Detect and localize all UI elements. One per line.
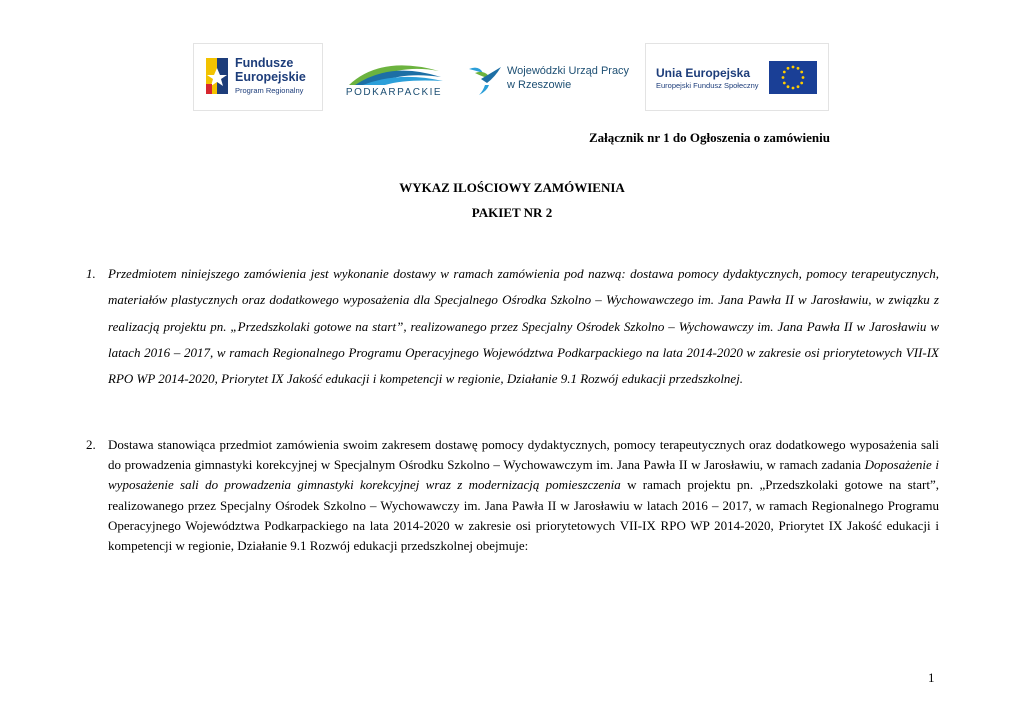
- fe-star-icon: [198, 44, 238, 112]
- list-item-2-text-b: w ramach projektu pn. „Przedszkolaki gotowe na start”, realizowanego przez Specjalny Ośrodek Szkolno – Wychowawczy im. Jana Pawła II w Jarosławiu w latach 2016 – 2017, w ramach Regionalnego Programu Operacyjnego Województwa Podkarpackiego na lata 2014-2020 w zakresie osi priorytetowych VII-IX RPO WP 2014-2020, Priorytet IX Jakość edukacji i kompetencji w regionie, Działanie 9.1 Rozwój edukacji przedszkolnej obejmuje:: [108, 477, 939, 554]
- ue-logo-text: [656, 66, 759, 91]
- wup-rzeszow-logo: [463, 43, 633, 111]
- unia-europejska-logo: [645, 43, 829, 111]
- ue-line-2: Europejski Fundusz Społeczny: [656, 81, 759, 90]
- podkarpackie-hills-icon: [341, 51, 447, 87]
- wup-bird-icon: [465, 43, 507, 111]
- wup-logo-text: [507, 64, 629, 92]
- document-subtitle: PAKIET NR 2: [471, 205, 553, 220]
- list-item-2-task-name: Doposażenie i wyposażenie sali do prowadzenia gimnastyki korekcyjnej wraz z modernizacją pomieszczenia: [108, 457, 939, 493]
- list-item-2-text: [108, 435, 939, 556]
- podkarpackie-label: PODKARPACKIE: [345, 87, 443, 98]
- annex-heading: Załącznik nr 1 do Ogłoszenia o zamówieniu: [589, 130, 830, 145]
- fe-line-3: Program Regionalny: [235, 86, 304, 95]
- list-item-1-text: Przedmiotem niniejszego zamówienia jest wykonanie dostawy w ramach zamówienia pod nazwą: dostawa pomocy dydaktycznych, pomocy terapeutycznych, materiałów plastycznych oraz dodatkowego wyposażenia dla Specjalnego Ośrodka Szkolno – Wychowawczego im. Jana Pawła II w Jarosławiu, w związku z realizacją projektu pn. „Przedszkolaki gotowe na start”, realizowanego przez Specjalny Ośrodek Szkolno – Wychowawczy im. Jana Pawła II w Jarosławiu w latach 2016 – 2017, w ramach Regionalnego Programu Operacyjnego Województwa Podkarpackiego na lata 2014-2020 w zakresie osi priorytetowych VII-IX RPO WP 2014-2020, Priorytet IX Jakość edukacji i kompetencji w regionie, Działanie 9.1 Rozwój edukacji przedszkolnej.: [108, 266, 939, 387]
- ue-line-1: Unia Europejska: [656, 66, 751, 80]
- wup-line-2: w Rzeszowie: [507, 79, 572, 91]
- wup-line-1: Wojewódzki Urząd Pracy: [507, 65, 630, 77]
- fe-line-1: Fundusze: [235, 56, 294, 70]
- fe-line-2: Europejskie: [235, 70, 306, 84]
- list-item-1: [86, 261, 939, 392]
- list-item-1-number: 1.: [86, 266, 96, 281]
- podkarpackie-logo: [341, 51, 447, 107]
- page-number: 1: [928, 670, 935, 685]
- eu-flag-icon: [769, 61, 817, 94]
- fundusze-europejskie-logo: [193, 43, 323, 111]
- list-item-2-number: 2.: [86, 437, 96, 452]
- list-item-2: [86, 435, 939, 556]
- logo-bar: [193, 43, 829, 111]
- fe-logo-text: [235, 56, 306, 96]
- list-item-2-text-a: Dostawa stanowiąca przedmiot zamówienia swoim zakresem dostawę pomocy dydaktycznych, pomocy terapeutycznych oraz dodatkowego wyposażenia sali do prowadzenia gimnastyki korekcyjnej w Specjalnym Ośrodku Szkolno – Wychowawczym im. Jana Pawła II w Jarosławiu, w ramach zadania: [108, 437, 939, 473]
- document-title: WYKAZ ILOŚCIOWY ZAMÓWIENIA: [399, 180, 625, 195]
